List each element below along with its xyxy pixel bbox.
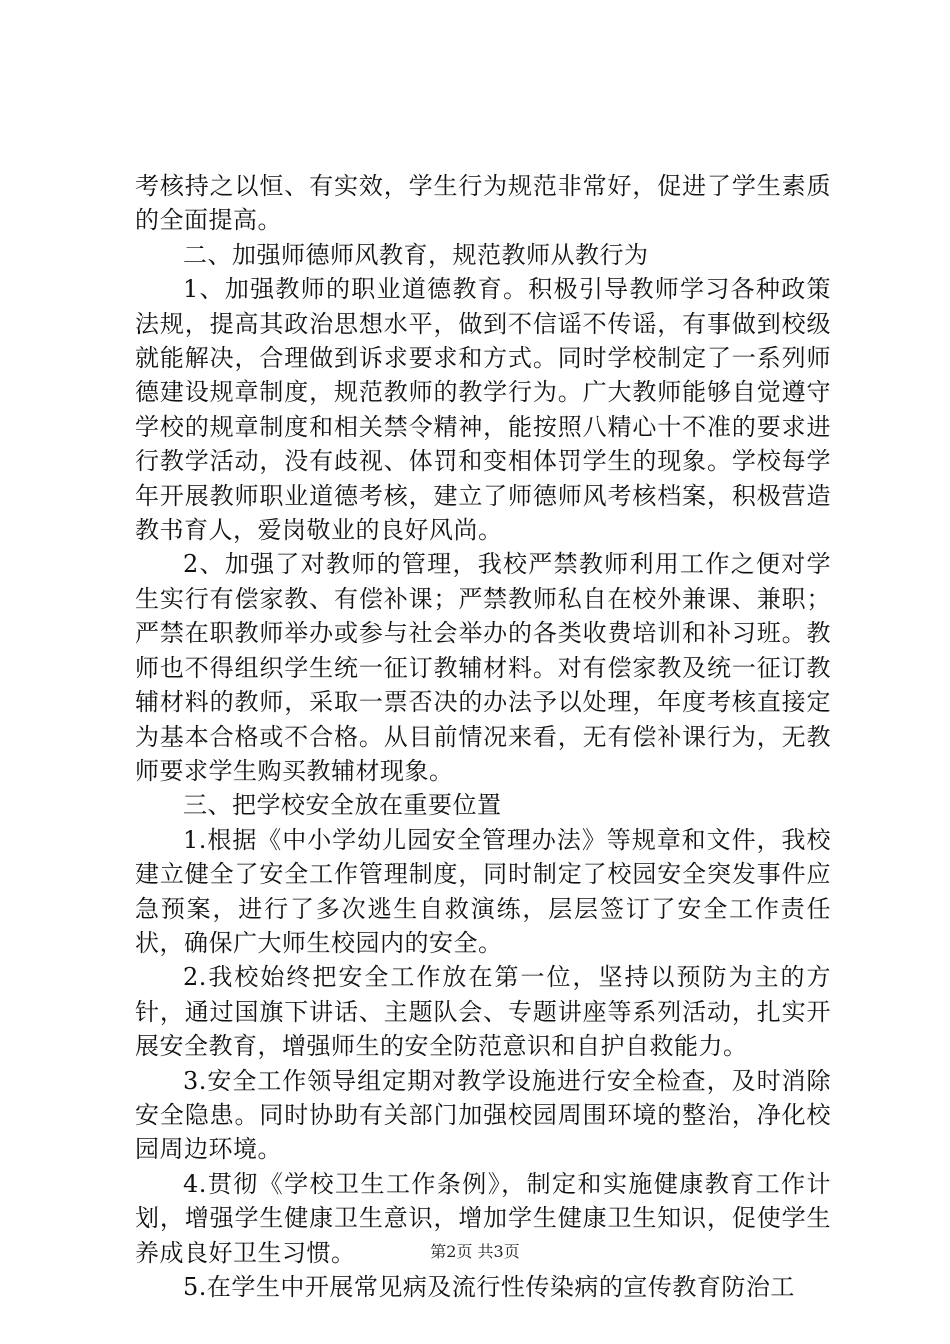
section-heading-2: 二、加强师德师风教育，规范教师从教行为 xyxy=(183,240,649,269)
document-body xyxy=(135,169,831,1304)
paragraph-continuation: 考核持之以恒、有实效，学生行为规范非常好，促进了学生素质的全面提高。 xyxy=(135,172,831,235)
paragraph-safety-2: 2.我校始终把安全工作放在第一位，坚持以预防为主的方针，通过国旗下讲话、主题队会、专题讲座等系列活动，扎实开展安全教育，增强师生的安全防范意识和自护自救能力。 xyxy=(135,963,831,1061)
paragraph-safety-3: 3.安全工作领导组定期对教学设施进行安全检查，及时消除安全隐患。同时协助有关部门加强校园周围环境的整治，净化校园周边环境。 xyxy=(135,1066,831,1164)
paragraph-safety-4: 4.贯彻《学校卫生工作条例》，制定和实施健康教育工作计划，增强学生健康卫生意识，增加学生健康卫生知识，促使学生养成良好卫生习惯。 xyxy=(135,1169,831,1267)
section-heading-3: 三、把学校安全放在重要位置 xyxy=(183,791,502,820)
paragraph-ethics-education: 1、加强教师的职业道德教育。积极引导教师学习各种政策法规，提高其政治思想水平，做到不信谣不传谣，有事做到校级就能解决，合理做到诉求要求和方式。同时学校制定了一系列师德建设规章制度，规范教师的教学行为。广大教师能够自觉遵守学校的规章制度和相关禁令精神，能按照八精心十不准的要求进行教学活动，没有歧视、体罚和变相体罚学生的现象。学校每学年开展教师职业道德考核，建立了师德师风考核档案，积极营造教书育人，爱岗敬业的良好风尚。 xyxy=(135,275,831,545)
page-number-footer: 第2页 共3页 xyxy=(430,1242,520,1261)
paragraph-teacher-management: 2、加强了对教师的管理，我校严禁教师利用工作之便对学生实行有偿家教、有偿补课；严禁教师私自在校外兼课、兼职；严禁在职教师举办或参与社会举办的各类收费培训和补习班。教师也不得组织学生统一征订教辅材料。对有偿家教及统一征订教辅材料的教师，采取一票否决的办法予以处理，年度考核直接定为基本合格或不合格。从目前情况来看，无有偿补课行为，无教师要求学生购买教辅材现象。 xyxy=(135,550,831,785)
paragraph-safety-1: 1.根据《中小学幼儿园安全管理办法》等规章和文件，我校建立健全了安全工作管理制度，同时制定了校园安全突发事件应急预案，进行了多次逃生自救演练，层层签订了安全工作责任状，确保广大师生校园内的安全。 xyxy=(135,825,831,957)
paragraph-safety-5: 5.在学生中开展常见病及流行性传染病的宣传教育防治工 xyxy=(183,1273,795,1301)
